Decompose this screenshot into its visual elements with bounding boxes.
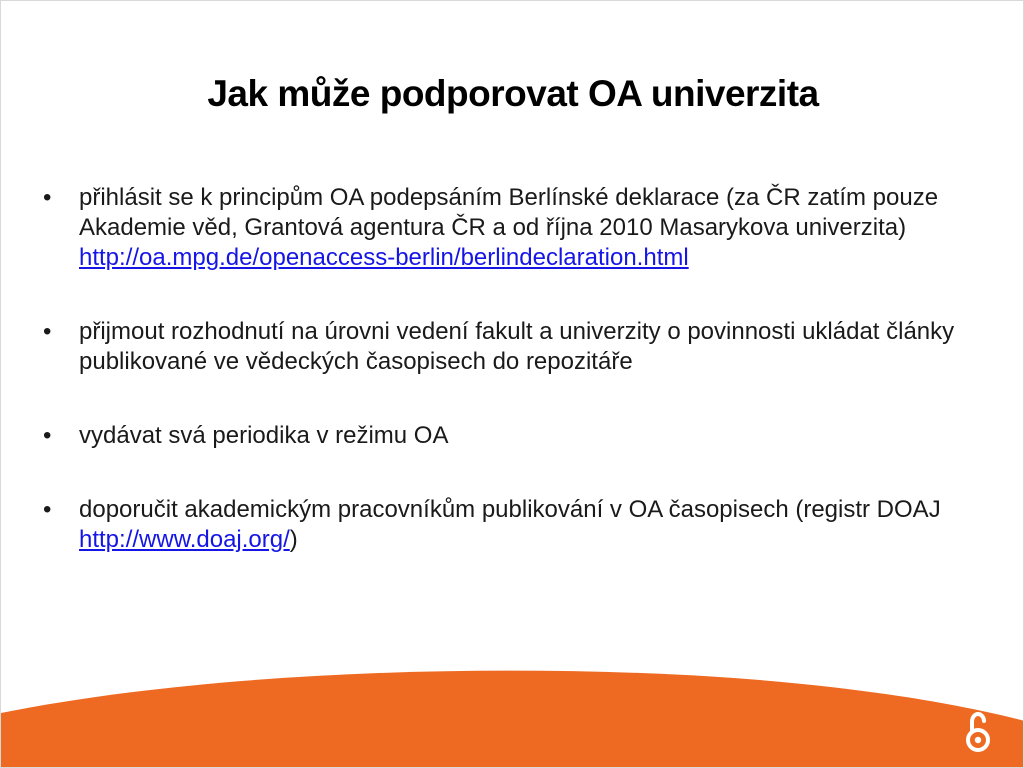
bullet-item — [37, 421, 967, 451]
bullet-dot: • — [43, 496, 52, 523]
bullet-item — [37, 183, 967, 273]
bullet-dot: • — [43, 184, 52, 211]
wave-shape — [1, 671, 1024, 767]
open-access-lock-icon — [963, 711, 993, 753]
bullet-text: přijmout rozhodnutí na úrovni vedení fakult a univerzity o povinnosti ukládat články publikované ve vědeckých časopisech do repozitáře — [79, 318, 955, 375]
bullet-text: vydávat svá periodika v režimu OA — [79, 422, 449, 449]
bullet-text-closing: ) — [289, 526, 298, 553]
bullet-text: přihlásit se k principům OA podepsáním Berlínské deklarace (za ČR zatím pouze Akademie věd, Grantová agentura ČR a od října 2010 Masarykova univerzita) — [79, 184, 939, 241]
bullet-item — [37, 317, 967, 377]
bullet-item — [37, 495, 967, 555]
slide-title: Jak může podporovat OA univerzita — [207, 73, 819, 114]
bullet-list — [37, 183, 967, 597]
bullet-text: doporučit akademickým pracovníkům publikování v OA časopisech (registr DOAJ — [79, 496, 941, 523]
doaj-link[interactable]: http://www.doaj.org/ — [79, 526, 290, 553]
orange-wave-footer — [1, 667, 1024, 767]
bullet-dot: • — [43, 318, 52, 345]
bullet-dot: • — [43, 422, 52, 449]
berlin-declaration-link[interactable]: http://oa.mpg.de/openaccess-berlin/berlindeclaration.html — [79, 244, 689, 271]
